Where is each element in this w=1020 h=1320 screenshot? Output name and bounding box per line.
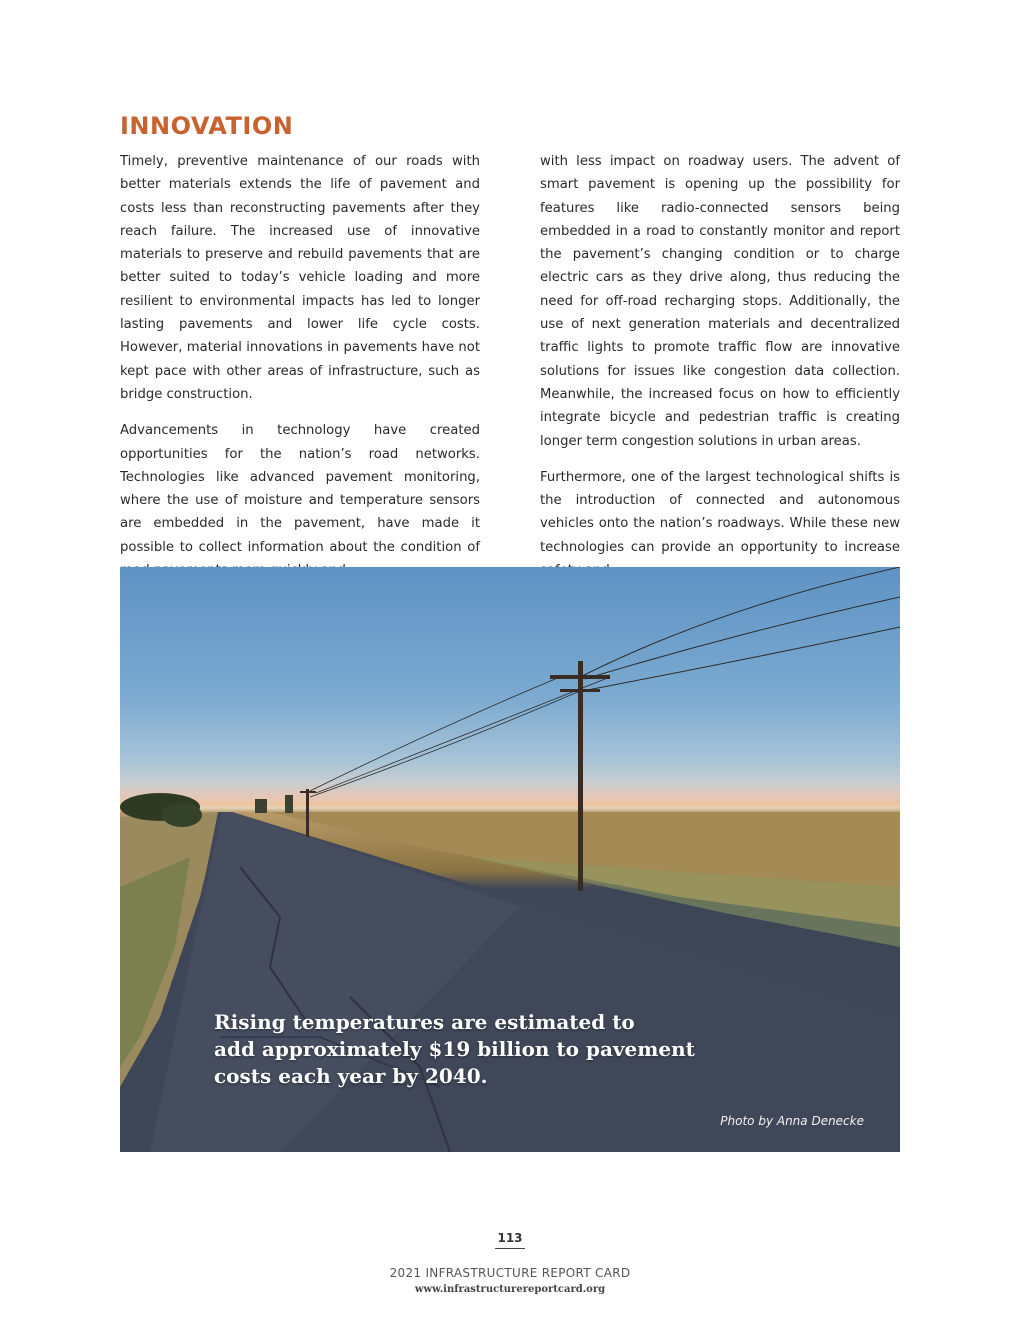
quote-line: costs each year by 2040.: [214, 1064, 488, 1088]
footer-title: 2021 INFRASTRUCTURE REPORT CARD: [389, 1266, 631, 1280]
left-text-column: [120, 150, 480, 595]
quote-line: add approximately $19 billion to pavement: [214, 1037, 695, 1061]
footer-url[interactable]: www.infrastructurereportcard.org: [414, 1284, 606, 1295]
photo-quote: [214, 1009, 734, 1090]
page-number-text: 113: [495, 1231, 524, 1249]
quote-line: Rising temperatures are estimated to: [214, 1010, 635, 1034]
right-text-column: [540, 150, 900, 595]
paragraph: with less impact on roadway users. The advent of smart pavement is opening up the possibility for features like radio-connected sensors being embedded in a road to constantly monitor and report the pavement’s changing condition or to charge electric cars as they drive along, thus reducing the need for off-road recharging stops. Additionally, the use of next generation materials and decentralized traffic lights to promote traffic flow are innovative solutions for issues like congestion data collection. Meanwhile, the increased focus on how to efficiently integrate bicycle and pedestrian traffic is creating longer term congestion solutions in urban areas.: [540, 154, 900, 449]
section-heading: INNOVATION: [120, 112, 294, 140]
photo-credit: Photo by Anna Denecke: [720, 1114, 864, 1128]
road-photo: [120, 567, 900, 1152]
paragraph: Timely, preventive maintenance of our roads with better materials extends the life of pavement and costs less than reconstructing pavements after they reach failure. The increased use of innovative materials to preserve and rebuild pavements that are better suited to today’s vehicle loading and more resilient to environmental impacts has led to longer lasting pavements and lower life cycle costs. However, material innovations in pavements have not kept pace with other areas of infrastructure, such as bridge construction.: [120, 154, 480, 402]
paragraph: Furthermore, one of the largest technological shifts is the introduction of connected and autonomous vehicles onto the nation’s roadways. While these new technologies can provide an opportunity to increase: [540, 469, 900, 555]
page-number: [0, 1231, 1020, 1249]
paragraph: Advancements in technology have created opportunities for the nation’s road networks. Technologies like advanced pavement monitoring, where the use of moisture and temperature sensors are embedded in the pavement, have made it possible to collect information about the condition of: [120, 423, 480, 555]
